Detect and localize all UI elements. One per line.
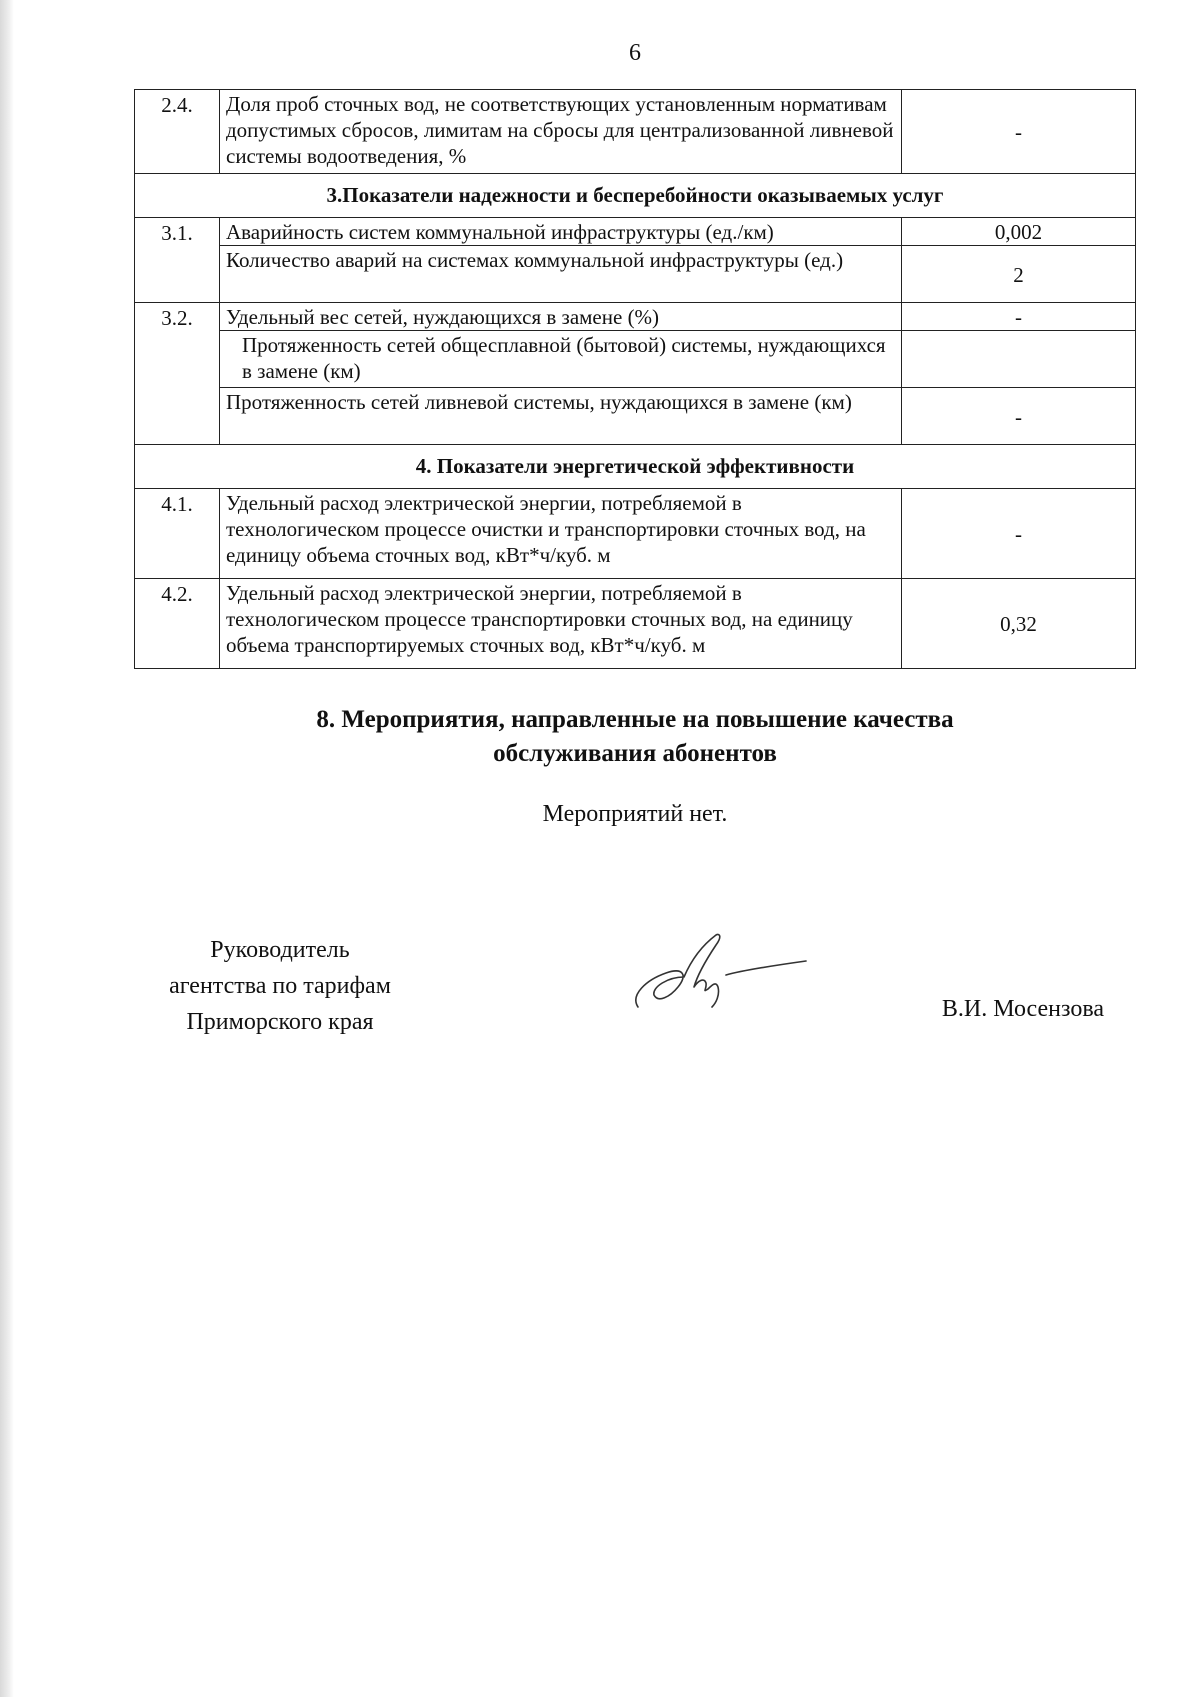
section-8-title — [0, 703, 1200, 771]
table-row — [135, 388, 1136, 445]
row-number: 4.2. — [135, 579, 220, 669]
row-value: - — [902, 303, 1136, 331]
signatory-role-line1: Руководитель — [210, 937, 350, 963]
row-label: Аварийность систем коммунальной инфраструктуры (ед./км) — [220, 218, 902, 246]
row-value: - — [902, 388, 1136, 445]
row-label: Протяженность сетей общесплавной (бытовой) системы, нуждающихся в замене (км) — [220, 331, 902, 388]
table-row — [135, 246, 1136, 303]
section-heading-4: 4. Показатели энергетической эффективности — [135, 445, 1136, 489]
table-row — [135, 218, 1136, 246]
row-label: Доля проб сточных вод, не соответствующих установленным нормативам допустимых сбросов, лимитам на сбросы для централизованной ливневой системы водоотведения, % — [220, 90, 902, 174]
table-row — [135, 489, 1136, 579]
handwritten-signature — [628, 925, 808, 1020]
row-value: - — [902, 90, 1136, 174]
row-label: Удельный вес сетей, нуждающихся в замене (%) — [220, 303, 902, 331]
table-row — [135, 90, 1136, 174]
row-label: Количество аварий на системах коммунальной инфраструктуры (ед.) — [220, 246, 902, 303]
section-heading-3: 3.Показатели надежности и бесперебойности оказываемых услуг — [135, 174, 1136, 218]
table-row — [135, 331, 1136, 388]
row-number: 2.4. — [135, 90, 220, 174]
row-value: 0,32 — [902, 579, 1136, 669]
signatory-role — [140, 932, 420, 1040]
table-row — [135, 579, 1136, 669]
row-value: 2 — [902, 246, 1136, 303]
row-label: Удельный расход электрической энергии, потребляемой в технологическом процессе очистки и транспортировки сточных вод, на единицу объема сточных вод, кВт*ч/куб. м — [220, 489, 902, 579]
row-value — [902, 331, 1136, 388]
row-label: Удельный расход электрической энергии, потребляемой в технологическом процессе транспортировки сточных вод, на единицу объема транспортируемых сточных вод, кВт*ч/куб. м — [220, 579, 902, 669]
row-number: 4.1. — [135, 489, 220, 579]
signature-flourish — [726, 961, 806, 975]
section-8-title-line1: 8. Мероприятия, направленные на повышение качества — [316, 706, 954, 733]
section-8-body: Мероприятий нет. — [542, 801, 728, 827]
row-label: Протяженность сетей ливневой системы, нуждающихся в замене (км) — [220, 388, 902, 445]
section-row — [135, 174, 1136, 218]
signatory-name: В.И. Мосензова — [941, 996, 1104, 1022]
row-number: 3.1. — [135, 218, 220, 303]
row-value: 0,002 — [902, 218, 1136, 246]
page-number: 6 — [629, 40, 641, 66]
signature-stroke — [636, 934, 720, 1007]
signatory-role-line2: агентства по тарифам — [169, 973, 391, 999]
section-row — [135, 445, 1136, 489]
table-row — [135, 303, 1136, 331]
scan-edge-strip — [0, 0, 14, 1697]
row-value: - — [902, 489, 1136, 579]
section-8-title-line2: обслуживания абонентов — [493, 740, 777, 767]
signatory-role-line3: Приморского края — [186, 1009, 374, 1035]
row-number: 3.2. — [135, 303, 220, 445]
indicators-table — [134, 89, 1136, 669]
